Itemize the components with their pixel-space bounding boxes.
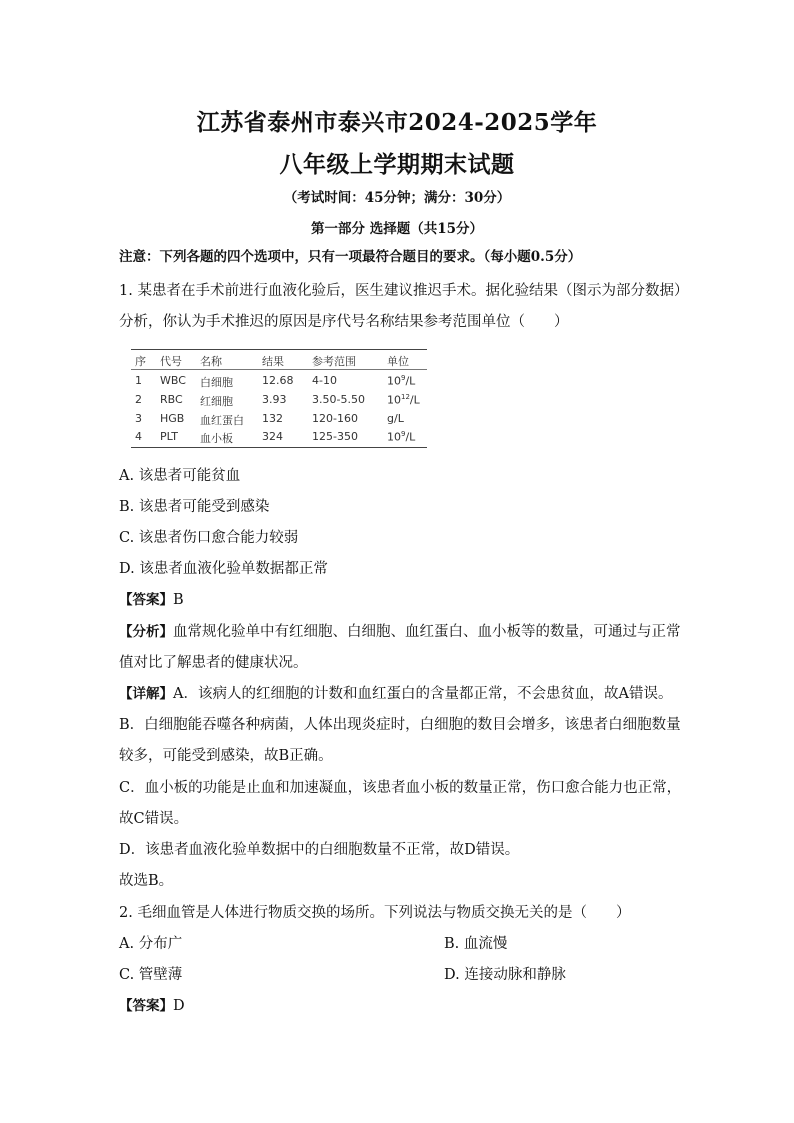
- table-cell: RBC: [160, 393, 183, 406]
- table-header-result: 结果: [262, 355, 284, 368]
- exam-title-line2: 八年级上学期期末试题: [279, 151, 515, 178]
- q1-option-a: A. 该患者可能贫血: [119, 468, 241, 484]
- q2-option-a: A. 分布广: [119, 936, 183, 952]
- q1-analysis-line2: 值对比了解患者的健康状况。: [119, 655, 308, 671]
- table-cell: WBC: [160, 374, 186, 387]
- table-header-unit: 单位: [387, 355, 409, 368]
- table-header-code: 代号: [160, 355, 182, 368]
- q1-detail-b-line1: B．白细胞能吞噬各种病菌，人体出现炎症时，白细胞的数目会增多，该患者白细胞数量: [119, 717, 681, 733]
- table-cell-unit: g/L: [387, 412, 404, 425]
- table-cell: 324: [262, 430, 283, 443]
- answer-label: 【答案】: [119, 998, 173, 1014]
- table-cell-unit: $10^{12}/L$: [387, 393, 420, 407]
- table-cell: 2: [135, 393, 142, 406]
- q1-detail-d: D．该患者血液化验单数据中的白细胞数量不正常，故D错误。: [119, 842, 520, 858]
- q1-analysis-line1: 【分析】血常规化验单中有红细胞、白细胞、血红蛋白、血小板等的数量，可通过与正常: [119, 624, 681, 640]
- q2-option-c: C. 管壁薄: [119, 967, 183, 983]
- q1-conclusion: 故选B。: [119, 873, 174, 889]
- q2-option-b: B. 血流慢: [444, 936, 508, 952]
- table-cell: 132: [262, 412, 283, 425]
- lab-results-table: [131, 349, 427, 448]
- q1-answer: [119, 590, 184, 610]
- table-cell: HGB: [160, 412, 185, 425]
- table-cell: 白细胞: [200, 376, 233, 389]
- table-cell: 3.50-5.50: [312, 393, 365, 406]
- q1-option-c: C. 该患者伤口愈合能力较弱: [119, 530, 299, 546]
- q2-answer: [119, 996, 185, 1016]
- table-cell-unit: $10^9/L$: [387, 374, 416, 388]
- table-cell: 120-160: [312, 412, 358, 425]
- answer-value: B: [173, 592, 184, 608]
- table-cell: 血红蛋白: [200, 414, 244, 427]
- table-header-name: 名称: [200, 355, 222, 368]
- table-cell: 4-10: [312, 374, 337, 387]
- detail-label: 【详解】: [119, 686, 173, 702]
- table-header-index: 序: [135, 355, 146, 368]
- q1-stem-line2: 分析，你认为手术推迟的原因是序代号名称结果参考范围单位（ ）: [119, 314, 569, 330]
- instructions-note: 注意：下列各题的四个选项中，只有一项最符合题目的要求。（每小题0.5分）: [119, 249, 582, 265]
- section-heading: 第一部分 选择题（共15分）: [311, 221, 483, 237]
- q1-stem-line1: 1. 某患者在手术前进行血液化验后，医生建议推迟手术。据化验结果（图示为部分数据）: [119, 283, 689, 299]
- table-cell: 125-350: [312, 430, 358, 443]
- q1-option-d: D. 该患者血液化验单数据都正常: [119, 561, 328, 577]
- table-header-rule: [131, 369, 427, 370]
- answer-value: D: [173, 998, 185, 1014]
- analysis-label: 【分析】: [119, 624, 173, 640]
- table-cell: PLT: [160, 430, 178, 443]
- q1-detail-c-line1: C．血小板的功能是止血和加速凝血，该患者血小板的数量正常，伤口愈合能力也正常，: [119, 780, 682, 796]
- q2-option-d: D. 连接动脉和静脉: [444, 967, 566, 983]
- q1-detail-b-line2: 较多，可能受到感染，故B正确。: [119, 748, 333, 764]
- table-cell-unit: $10^9/L$: [387, 430, 416, 444]
- table-cell: 4: [135, 430, 142, 443]
- table-header-range: 参考范围: [312, 355, 356, 368]
- exam-title-line1: 江苏省泰州市泰兴市2024-2025学年: [196, 109, 598, 136]
- table-cell: 1: [135, 374, 142, 387]
- q1-detail-a: 【详解】A．该病人的红细胞的计数和血红蛋白的含量都正常，不会患贫血，故A错误。: [119, 686, 673, 702]
- exam-info: （考试时间：45分钟；满分：30分）: [283, 190, 511, 206]
- table-bottom-rule: [131, 447, 427, 448]
- q2-stem: 2. 毛细血管是人体进行物质交换的场所。下列说法与物质交换无关的是（ ）: [119, 905, 631, 921]
- table-cell: 3.93: [262, 393, 287, 406]
- q1-detail-c-line2: 故C错误。: [119, 811, 189, 827]
- table-cell: 3: [135, 412, 142, 425]
- answer-label: 【答案】: [119, 592, 173, 608]
- table-top-rule: [131, 349, 427, 350]
- table-cell: 红细胞: [200, 395, 233, 408]
- table-cell: 12.68: [262, 374, 294, 387]
- q1-option-b: B. 该患者可能受到感染: [119, 499, 270, 515]
- table-cell: 血小板: [200, 432, 233, 445]
